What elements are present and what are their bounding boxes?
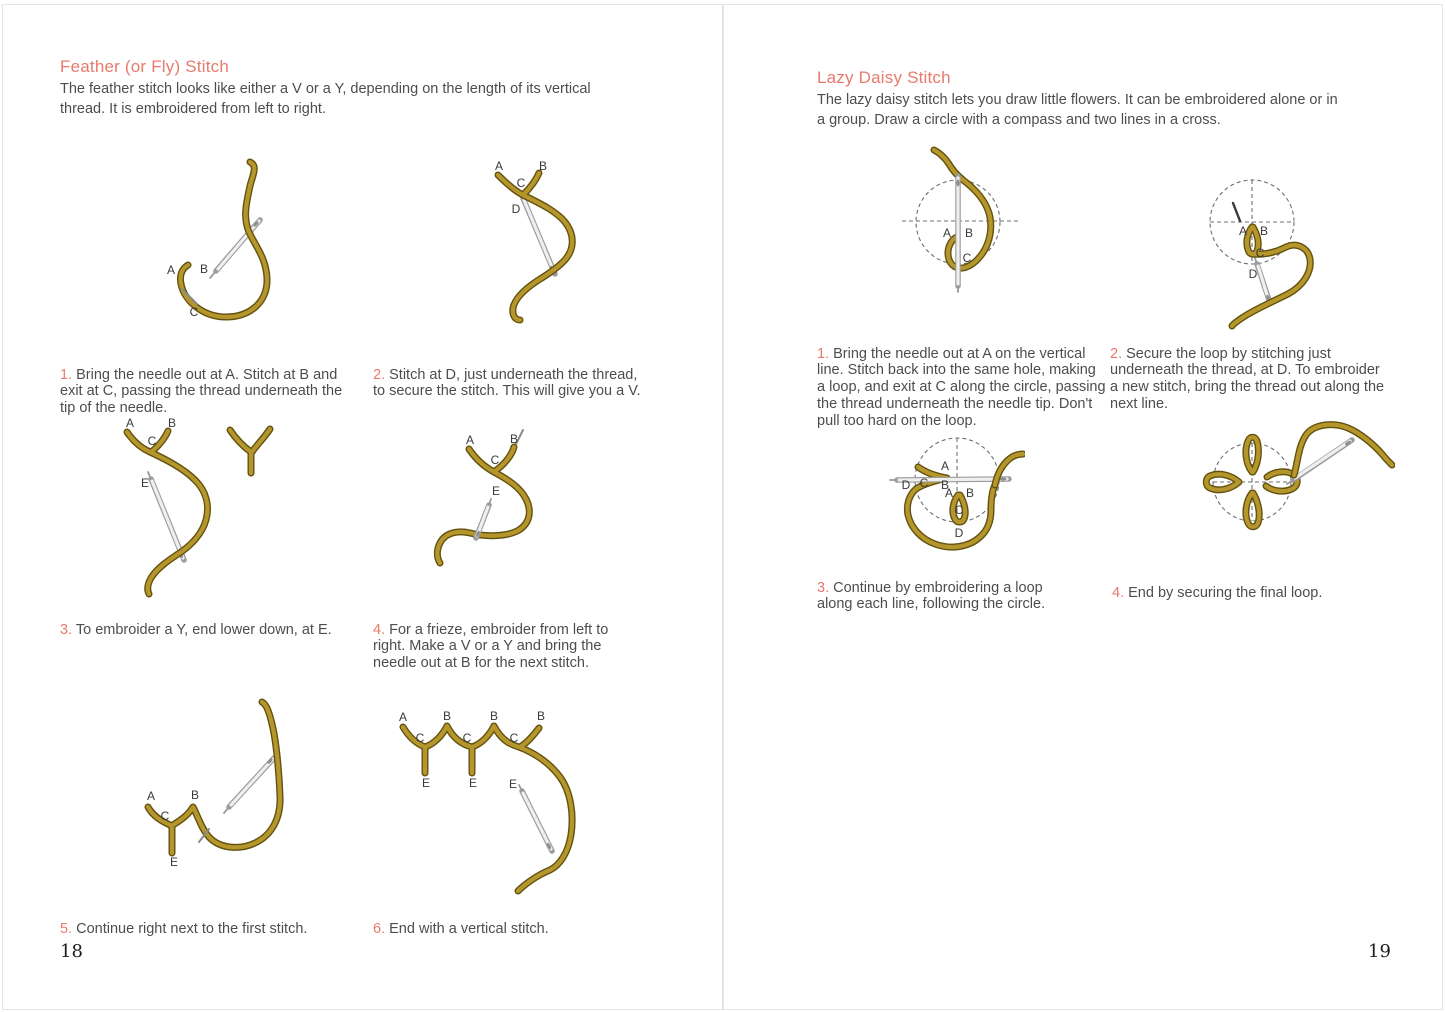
step-text: exit at C, passing the thread underneath the: [60, 383, 343, 400]
step-3: [60, 622, 370, 639]
step-2: [1110, 346, 1402, 413]
intro-paragraph: [60, 79, 591, 119]
step-text: Stitch at D, just underneath the thread,: [389, 366, 638, 383]
point-label: E: [140, 476, 150, 490]
step-text: along each line, following the circle.: [817, 596, 1046, 613]
point-label: A: [494, 159, 504, 173]
step-text: Bring the needle out at A. Stitch at B and: [76, 366, 338, 383]
figure-lazy-daisy-step2: [1200, 160, 1400, 330]
figure-fly-stitch-step4: [425, 425, 575, 585]
point-label: C: [147, 434, 157, 448]
point-label: C: [962, 251, 972, 265]
point-label: B: [538, 159, 548, 173]
step-text: the thread underneath the needle tip. Don't: [817, 395, 1093, 412]
point-label: C: [954, 503, 964, 517]
page-number-left: 18: [60, 941, 83, 962]
step-text: Continue by embroidering a loop: [833, 579, 1043, 596]
point-label: D: [511, 202, 521, 216]
figure-fly-stitch-step2: [465, 150, 625, 330]
step-4: [373, 622, 623, 672]
point-label: B: [964, 226, 974, 240]
point-label: C: [462, 731, 472, 745]
step-text: next line.: [1110, 395, 1169, 412]
point-label: B: [1259, 224, 1269, 238]
intro-line: The feather stitch looks like either a V or a Y, depending on the length of its vertical: [60, 81, 591, 97]
point-label: A: [465, 433, 475, 447]
step-text: End by securing the final loop.: [1128, 584, 1323, 601]
step-number: 2.: [373, 366, 386, 383]
figure-fly-stitch-step1: [140, 150, 340, 340]
step-text: Secure the loop by stitching just: [1126, 345, 1331, 362]
point-label: B: [509, 432, 519, 446]
needle-icon: [224, 757, 274, 813]
needle-icon: [148, 472, 184, 560]
step-text: Continue right next to the first stitch.: [76, 920, 308, 937]
point-label: C: [415, 731, 425, 745]
figure-fly-stitch-step3: [105, 410, 285, 600]
point-label: A: [146, 789, 156, 803]
thread-path: [127, 429, 270, 594]
step-text: needle out at B for the next stitch.: [373, 655, 590, 672]
point-label: C: [516, 176, 526, 190]
point-label: B: [190, 788, 200, 802]
step-text: a loop, and exit at C along the circle, passing: [817, 379, 1106, 396]
point-label: C: [1255, 246, 1265, 260]
step-5: [60, 921, 370, 938]
page-title: Feather (or Fly) Stitch: [60, 57, 229, 76]
needle-icon: [210, 220, 260, 278]
right-edge-line: [1442, 4, 1443, 1010]
point-label: A: [942, 226, 952, 240]
point-label: D: [1248, 267, 1258, 281]
step-text: tip of the needle.: [60, 400, 168, 417]
left-edge-line: [2, 4, 3, 1010]
point-label: A: [940, 459, 950, 473]
step-text: Bring the needle out at A on the vertical: [833, 345, 1086, 362]
point-label: B: [489, 709, 499, 723]
step-text: For a frieze, embroider from left to: [389, 621, 609, 638]
point-label: E: [491, 484, 501, 498]
step-1: [817, 346, 1109, 430]
thread-path: [180, 162, 267, 317]
point-label: B: [965, 486, 975, 500]
figure-lazy-daisy-step4: [1195, 420, 1395, 560]
step-text: underneath the thread, at D. To embroider: [1110, 362, 1380, 379]
figure-fly-stitch-step5: [125, 690, 325, 890]
intro-line: thread. It is embroidered from left to right.: [60, 101, 326, 117]
figure-lazy-daisy-step3: [885, 425, 1025, 560]
thread-path: [148, 702, 280, 853]
step-4: [1112, 585, 1392, 602]
step-number: 3.: [817, 579, 830, 596]
step-number: 2.: [1110, 345, 1123, 362]
step-number: 4.: [1112, 584, 1125, 601]
point-label: C: [189, 305, 199, 319]
point-label: D: [901, 478, 911, 492]
step-text: pull too hard on the loop.: [817, 412, 977, 429]
step-text: line. Stitch back into the same hole, making: [817, 362, 1096, 379]
page-title: Lazy Daisy Stitch: [817, 68, 951, 87]
step-6: [373, 921, 633, 938]
point-label: A: [166, 263, 176, 277]
point-label: A: [944, 486, 954, 500]
point-label: D: [954, 526, 964, 540]
step-number: 4.: [373, 621, 386, 638]
thread-path: [498, 173, 572, 320]
figure-lazy-daisy-step1: [895, 140, 1025, 325]
step-number: 3.: [60, 621, 73, 638]
thread-path: [403, 726, 572, 891]
needle-icon: [956, 176, 959, 292]
step-number: 6.: [373, 920, 386, 937]
step-number: 5.: [60, 920, 73, 937]
intro-paragraph: [817, 90, 1338, 130]
point-label: E: [468, 776, 478, 790]
point-label: A: [125, 416, 135, 430]
point-label: E: [421, 776, 431, 790]
point-label: E: [508, 777, 518, 791]
step-text: to secure the stitch. This will give you a V.: [373, 383, 641, 400]
point-label: A: [398, 710, 408, 724]
point-label: B: [940, 478, 950, 492]
intro-line: a group. Draw a circle with a compass and two lines in a cross.: [817, 112, 1221, 128]
thread-path: [437, 447, 529, 563]
guide-circle: [1213, 443, 1291, 521]
needle-icon: [519, 785, 552, 851]
center-gutter-line: [722, 4, 724, 1010]
thread-path: [1232, 227, 1310, 326]
point-label: C: [160, 809, 170, 823]
point-label: B: [167, 416, 177, 430]
point-label: B: [536, 709, 546, 723]
step-2: [373, 367, 663, 401]
step-number: 1.: [817, 345, 830, 362]
point-label: B: [442, 709, 452, 723]
step-text: a new stitch, bring the thread out along the: [1110, 379, 1385, 396]
point-label: A: [1238, 224, 1248, 238]
step-3: [817, 580, 1067, 614]
page-number-right: 19: [1368, 941, 1391, 962]
step-text: End with a vertical stitch.: [389, 920, 549, 937]
point-label: C: [509, 731, 519, 745]
stitch-mark: [1233, 203, 1240, 221]
step-text: To embroider a Y, end lower down, at E.: [75, 621, 332, 638]
intro-line: The lazy daisy stitch lets you draw little flowers. It can be embroidered alone or in: [817, 92, 1338, 108]
point-label: C: [490, 453, 500, 467]
step-number: 1.: [60, 366, 73, 383]
point-label: B: [199, 262, 209, 276]
step-text: right. Make a V or a Y and bring the: [373, 638, 602, 655]
point-label: C: [919, 476, 929, 490]
figure-fly-stitch-step6: [390, 695, 590, 905]
point-label: E: [169, 855, 179, 869]
